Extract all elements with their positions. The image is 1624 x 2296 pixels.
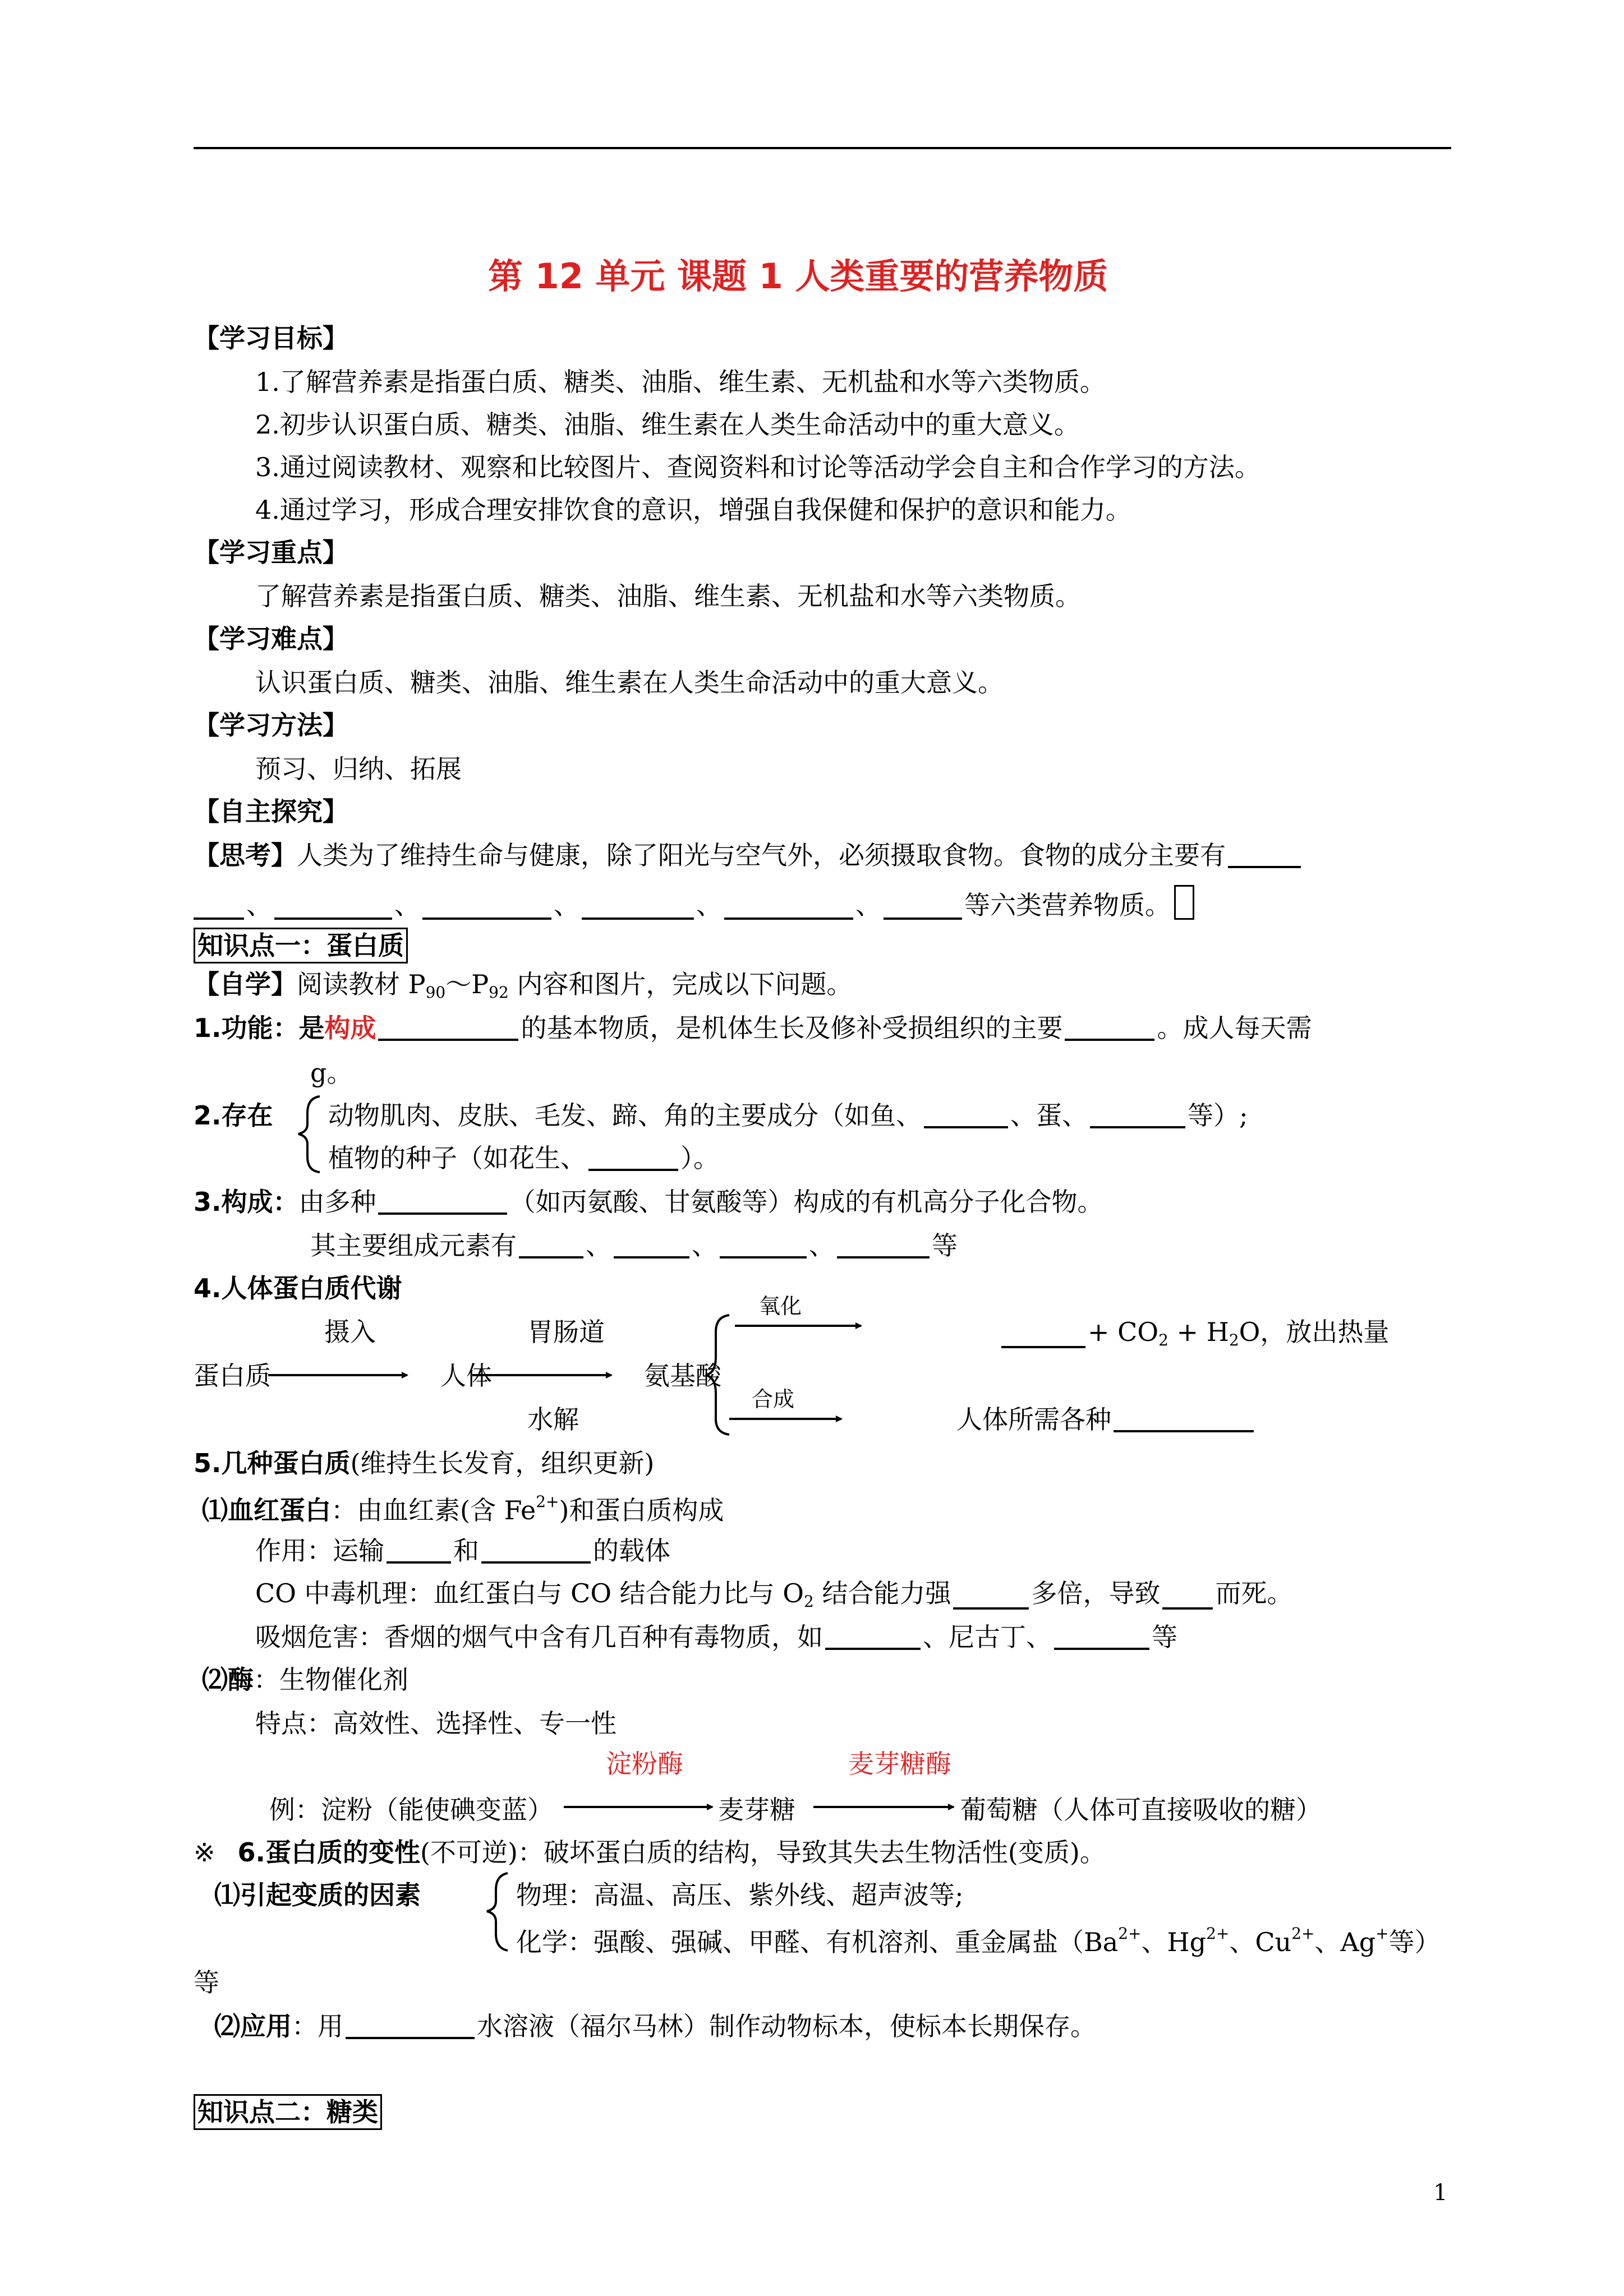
difficulties-text: 认识蛋白质、糖类、油脂、维生素在人类生命活动中的重大意义。	[255, 667, 1004, 698]
metab-oxid-result: + $CO_2 + H_2O$，放出热量	[1001, 1319, 1389, 1348]
think-label: 【思考】	[194, 840, 297, 870]
kp2-heading: 知识点二：糖类	[194, 2094, 382, 2130]
think-text: 人类为了维持生命与健康，除了阳光与空气外，必须摄取食物。食物的成分主要有	[297, 840, 1226, 870]
metab-amino: 氨基酸	[644, 1361, 721, 1391]
objective-4: 4.通过学习，形成合理安排饮食的意识，增强自我保健和保护的意识和能力。	[255, 495, 1131, 525]
metab-brace	[706, 1315, 729, 1435]
denaturation-line: ※ 6.蛋白质的变性(不可逆)：破坏蛋白质的结构，导致其失去生物活性(变质)。	[194, 1837, 1106, 1868]
difficulties-heading: 【学习难点】	[194, 624, 348, 654]
function-unit: g。	[310, 1058, 353, 1088]
denat-brace	[487, 1873, 508, 1951]
denat-physical: 物理：高温、高压、紫外线、超声波等;	[516, 1880, 964, 1910]
metab-synth-result: 人体所需各种	[956, 1407, 1256, 1432]
function-line: 1.功能：是构成 的基本物质，是机体生长及修补受损组织的主要 。成人每天需	[194, 1013, 1312, 1043]
co-poisoning-line: CO 中毒机理：血红蛋白与 CO 结合能力比与 $O_2$ 结合能力强 多倍，导致 而死。	[255, 1578, 1293, 1611]
methods-text: 预习、归纳、拓展	[255, 754, 462, 784]
hemoglobin-line: ⑴血红蛋白：由血红素(含 $Fe^{2+}$)和蛋白质构成	[202, 1492, 724, 1525]
denat-chemical: 化学：强酸、强碱、甲醛、有机溶剂、重金属盐（$Ba^{2+}$、$Hg^{2+}$、$Cu^{2+}$、Ag+等）	[516, 1924, 1441, 1957]
function-answer-red: 构成	[324, 1013, 376, 1043]
denat-factor-label: ⑴引起变质的因素	[214, 1880, 421, 1910]
smoking-line: 吸烟危害：香烟的烟气中含有几百种有毒物质，如 、尼古丁、 等	[255, 1622, 1177, 1652]
amylase-label: 淀粉酶	[606, 1749, 683, 1779]
self-study-line: 【自学】阅读教材 $P_{90}\sim P_{92}$ 内容和图片，完成以下问题。	[194, 969, 853, 1002]
maltase-label: 麦芽糖酶	[848, 1749, 951, 1779]
metab-hydrolysis: 水解	[527, 1404, 579, 1435]
application-line: ⑵应用：用 水溶液（福尔马林）制作动物标本，使标本长期保存。	[214, 2011, 1096, 2041]
methods-heading: 【学习方法】	[194, 710, 348, 740]
inquiry-heading: 【自主探究】	[194, 796, 348, 827]
key-points-text: 了解营养素是指蛋白质、糖类、油脂、维生素、无机盐和水等六类物质。	[255, 581, 1081, 611]
think-tail: 等六类营养物质。	[964, 890, 1171, 920]
objective-2: 2.初步认识蛋白质、糖类、油脂、维生素在人类生命活动中的重大意义。	[255, 409, 1080, 440]
glucose: 葡萄糖（人体可直接吸收的糖）	[960, 1795, 1322, 1825]
enzyme-line: ⑵酶：生物催化剂	[202, 1665, 408, 1695]
denat-deng: 等	[194, 1967, 219, 1998]
page-number: 1	[1433, 2180, 1448, 2206]
objective-3: 3.通过阅读教材、观察和比较图片、查阅资料和讨论等活动学会自主和合作学习的方法。	[255, 452, 1260, 482]
metab-oxidize: 氧化	[759, 1294, 802, 1318]
exist-label: 2.存在	[194, 1100, 273, 1131]
key-points-heading: 【学习重点】	[194, 537, 348, 568]
hemoglobin-role: 作用：运输 和 的载体	[255, 1536, 670, 1566]
metab-protein: 蛋白质	[194, 1361, 271, 1391]
enzyme-example: 例：淀粉（能使碘变蓝）	[269, 1795, 553, 1825]
elements-line: 其主要组成元素有 、 、 、 等	[310, 1230, 958, 1261]
maltose: 麦芽糖	[718, 1795, 795, 1825]
composition-line: 3.构成：由多种 （如丙氨酸、甘氨酸等）构成的有机高分子化合物。	[194, 1187, 1103, 1217]
exist-line-1: 动物肌肉、皮肤、毛发、蹄、角的主要成分（如鱼、 、蛋、 等）;	[328, 1100, 1248, 1131]
objectives-heading: 【学习目标】	[194, 323, 348, 353]
objective-1: 1.了解营养素是指蛋白质、糖类、油脂、维生素、无机盐和水等六类物质。	[255, 367, 1106, 397]
metab-intake: 摄入	[324, 1317, 376, 1347]
metab-body: 人体	[440, 1361, 492, 1391]
metab-synth: 合成	[752, 1387, 795, 1412]
metab-gi: 胃肠道	[527, 1317, 605, 1347]
page-title: 第 12 单元 课题 1 人类重要的营养物质	[488, 256, 1108, 297]
exist-brace	[298, 1096, 320, 1172]
metabolism-heading: 4.人体蛋白质代谢	[194, 1273, 402, 1303]
kp1-heading: 知识点一：蛋白质	[194, 928, 408, 963]
think-line-2: 、 、 、 、 、 等六类营养物质。	[194, 885, 1194, 920]
enzyme-features: 特点：高效性、选择性、专一性	[255, 1708, 617, 1739]
exist-line-2: 植物的种子（如花生、 ）。	[328, 1143, 719, 1173]
several-proteins-line: 5.几种蛋白质(维持生长发育，组织更新)	[194, 1448, 655, 1478]
